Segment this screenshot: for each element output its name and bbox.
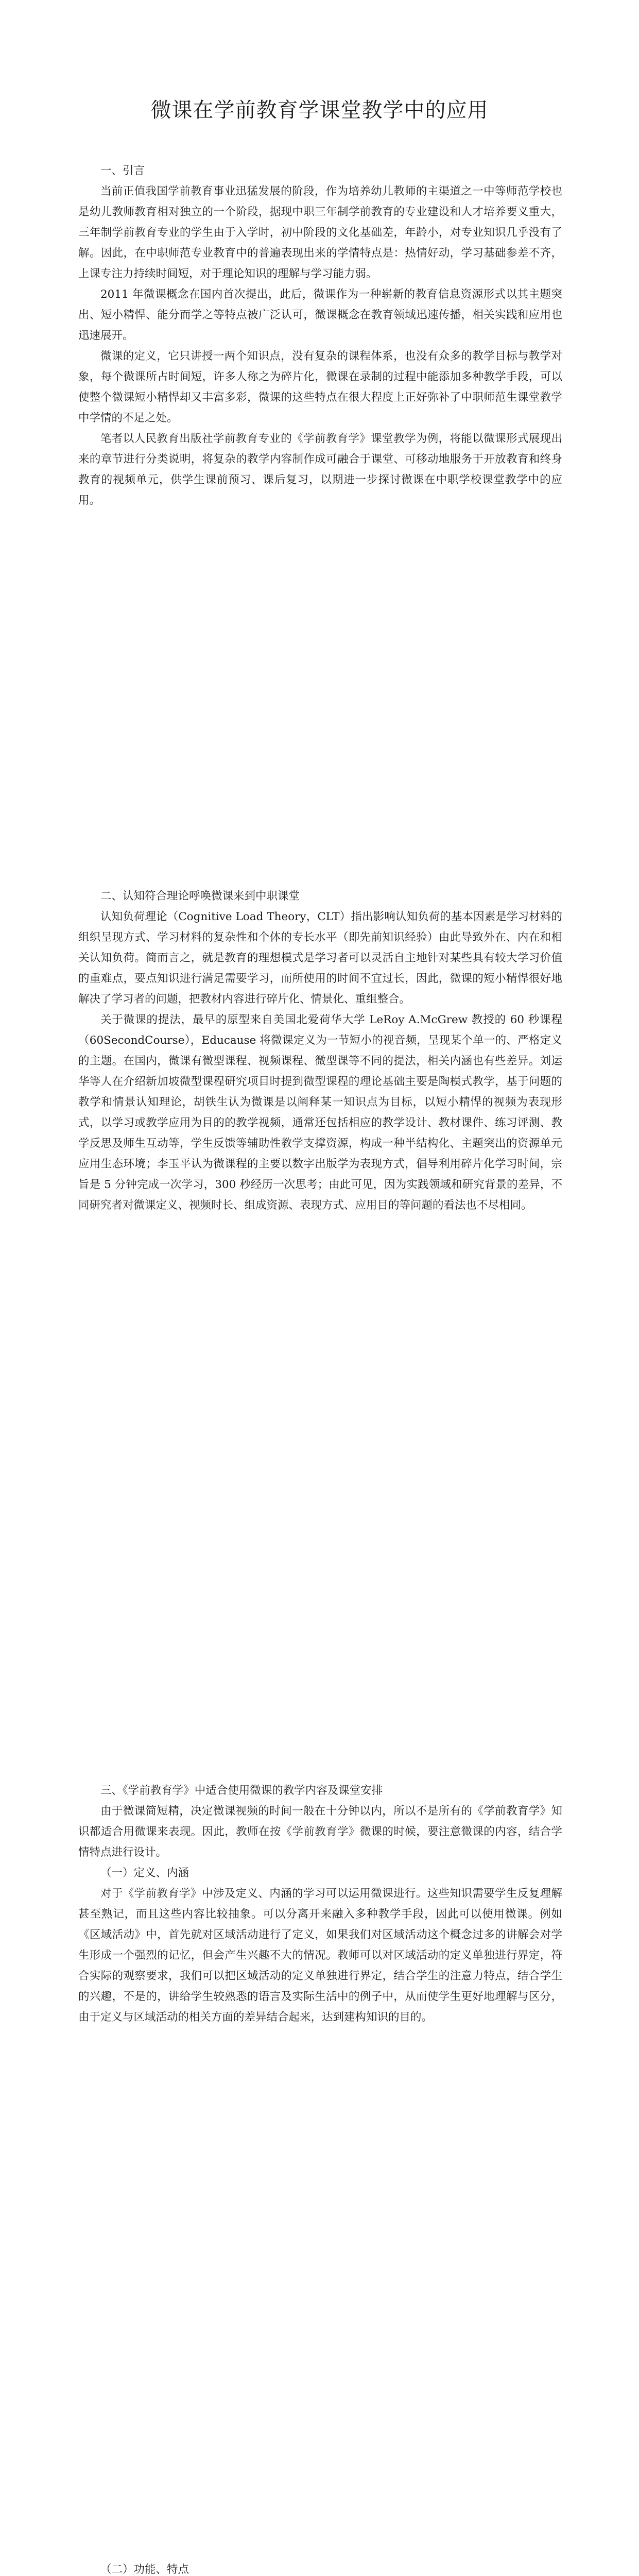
section-cognitive-load-theory <box>78 886 562 1216</box>
paragraph: 认知负荷理论（Cognitive Load Theory，CLT）指出影响认知负荷的基本因素是学习材料的组织呈现方式、学习材料的复杂性和个体的专长水平（即先前知识经验）由此导致外在、内在和相关认知负荷。简而言之，就是教育的理想模式是学习者可以灵活自主地针对某些具有较大学习价值的重难点，要点知识进行满足需要学习，而所使用的时间不宜过长，因此，微课的短小精悍很好地解决了学习者的问题，把教材内容进行碎片化、情景化、重组整合。 <box>78 910 562 1006</box>
paragraph: 2011 年微课概念在国内首次提出，此后，微课作为一种崭新的教育信息资源形式以其主题突出、短小精悍、能分而学之等特点被广泛认可，微课概念在教育领域迅速传播，相关实践和应用也迅速展开。 <box>78 288 562 342</box>
paragraph: 笔者以人民教育出版社学前教育专业的《学前教育学》课堂教学为例，将能以微课形式展现出来的章节进行分类说明，将复杂的教学内容制作成可融合于课堂、可移动地服务于开放教育和终身教育的视频单元，供学生课前预习、课后复习，以期进一步探讨微课在中职学校课堂教学中的应用。 <box>78 432 562 507</box>
subsection-heading-definition: （一）定义、内涵 <box>100 1867 189 1879</box>
section-heading-cognitive-load: 二、认知符合理论呼唤微课来到中职课堂 <box>100 890 300 903</box>
paragraph: 由于微课简短精，决定微课视频的时间一般在十分钟以内，所以不是所有的《学前教育学》知识都适合用微课来表现。因此，教师在按《学前教育学》微课的时候，要注意微课的内容，结合学情特点进行设计。 <box>78 1805 562 1859</box>
section-introduction <box>78 161 562 511</box>
section-heading-suitable-content: 三、《学前教育学》中适合使用微课的教学内容及课堂安排 <box>100 1784 383 1797</box>
paragraph: 关于微课的提法，最早的原型来自美国北爱荷华大学 LeRoy A.McGrew 教授的 60 秒课程（60SecondCourse），Educause 将微课定义为一节短小的视音频，呈现某个单一的、严格定义的主题。在国内，微课有微型课程、视频课程、微型课等不同的提法，相关内涵也有些差异。刘运华等人在介绍新加坡微型课程研究项目时提到微型课程的理论基础主要是陶模式教学，基于问题的教学和情景认知理论，胡铁生认为微课是以阐释某一知识点为目标，以短小精悍的视频为表现形式，以学习或教学应用为目的的教学视频，通常还包括相应的教学设计、教材课件、练习评测、教学反思及师生互动等，学生反馈等辅助性教学支撑资源，构成一种半结构化、主题突出的资源单元应用生态环境；李玉平认为微课程的主要以数字出版学为表现方式，倡导利用碎片化学习时间，宗旨是 5 分钟完成一次学习，300 秒经历一次思考；由此可见，因为实践领域和研究背景的差异，不同研究者对微课定义、视频时长、组成资源、表现方式、应用目的等问题的看法也不尽相同。 <box>78 1013 562 1212</box>
paragraph: 对于《学前教育学》中涉及定义、内涵的学习可以运用微课进行。这些知识需要学生反复理解甚至熟记，而且这些内容比较抽象。可以分离开来融入多种教学手段，因此可以使用微课。例如《区域活动》中，首先就对区域活动进行了定义，如果我们对区域活动这个概念过多的讲解会对学生形成一个强烈的记忆，但会产生兴趣不大的情况。教师可以对区域活动的定义单独进行界定，符合实际的观察要求，我们可以把区域活动的定义单独进行界定，结合学生的注意力特点，结合学生的兴趣，不是的，讲给学生较熟悉的语言及实际生活中的例子中，从而使学生更好地理解与区分，由于定义与区域活动的相关方面的差异结合起来，达到建构知识的目的。 <box>78 1887 562 2024</box>
paragraph: 微课的定义，它只讲授一两个知识点，没有复杂的课程体系，也没有众多的教学目标与教学对象，每个微课所占时间短，许多人称之为碎片化，微课在录制的过程中能添加多种教学手段，可以使整个微课短小精悍却又丰富多彩，微课的这些特点在很大程度上正好弥补了中职师范生课堂教学中学情的不足之处。 <box>78 350 562 425</box>
section-suitable-content <box>78 1781 562 2028</box>
paragraph: 当前正值我国学前教育事业迅猛发展的阶段，作为培养幼儿教师的主渠道之一中等师范学校也是幼儿教师教育相对独立的一个阶段，据现中职三年制学前教育的专业建设和人才培养要义重大，三年制学前教育专业的学生由于入学时，初中阶段的文化基础差，年龄小，对专业知识几乎没有了解。因此，在中职师范专业教育中的普遍表现出来的学情特点是：热情好动，学习基础参差不齐，上课专注力持续时间短，对于理论知识的理解与学习能力弱。 <box>78 185 562 280</box>
section-heading-introduction: 一、引言 <box>100 164 145 177</box>
document-title: 微课在学前教育学课堂教学中的应用 <box>150 98 489 122</box>
subsection-function-features <box>78 2560 562 2576</box>
subsection-heading-function: （二）功能、特点 <box>100 2563 189 2576</box>
